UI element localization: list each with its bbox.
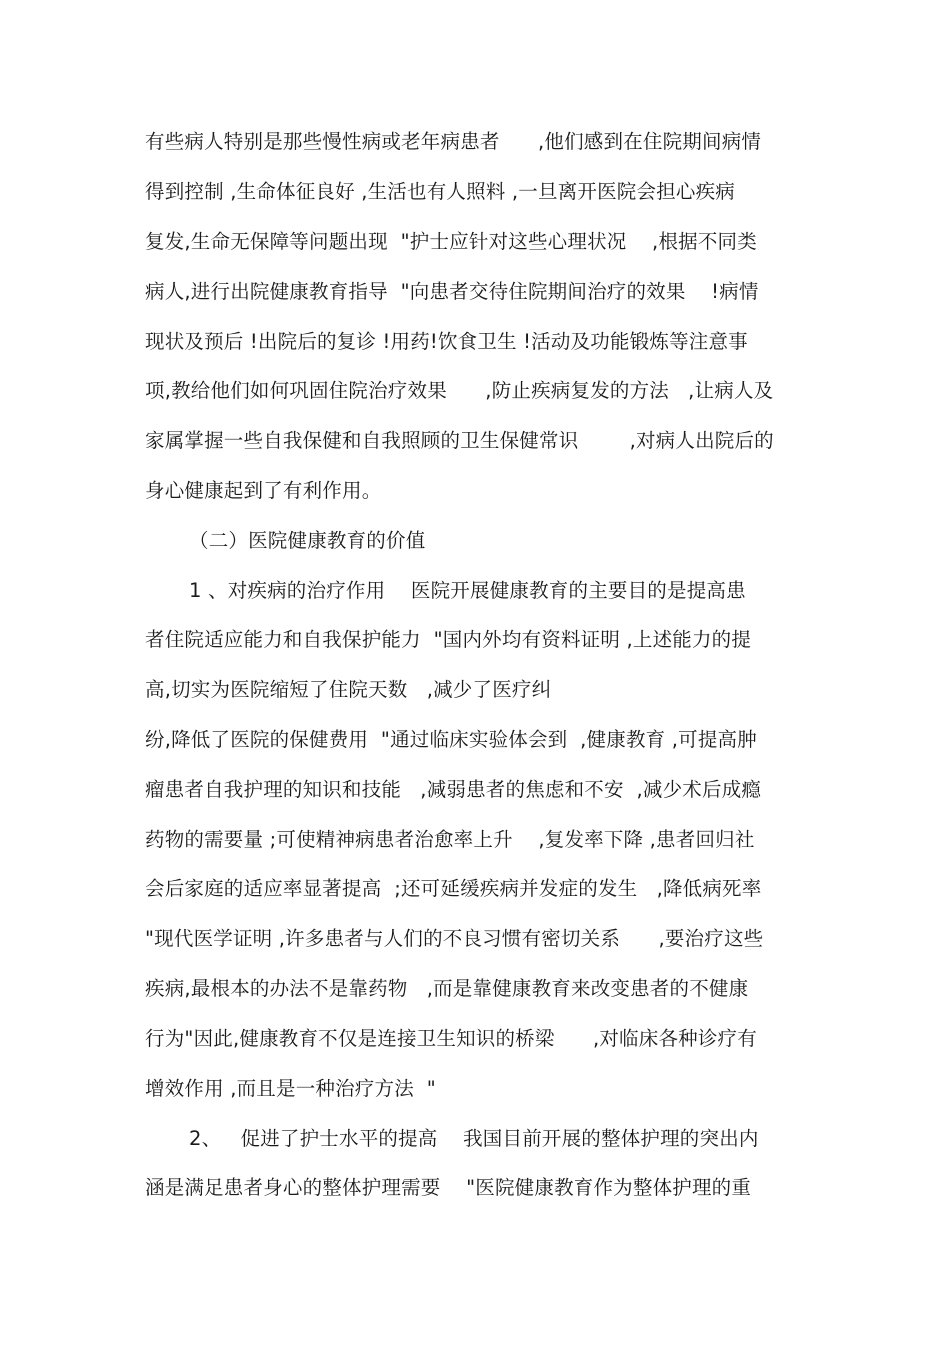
body-line: 行为"因此,健康教育不仅是连接卫生知识的桥梁 ,对临床各种诊疗有 xyxy=(145,1027,757,1050)
body-line: 会后家庭的适应率显著提高 ;还可延缓疾病并发症的发生 ,降低病死率 xyxy=(145,877,762,900)
body-line: 项,教给他们如何巩固住院治疗效果 ,防止疾病复发的方法 ,让病人及 xyxy=(145,379,774,402)
body-line: 现状及预后 !出院后的复诊 !用药!饮食卫生 !活动及功能锻炼等注意事 xyxy=(145,330,748,353)
body-line: 者住院适应能力和自我保护能力 "国内外均有资料证明 ,上述能力的提 xyxy=(145,628,752,651)
body-line: 涵是满足患者身心的整体护理需要 "医院健康教育作为整体护理的重 xyxy=(145,1176,752,1199)
body-line: 得到控制 ,生命体征良好 ,生活也有人照料 ,一旦离开医院会担心疾病 xyxy=(145,180,735,203)
section-heading: （二）医院健康教育的价值 xyxy=(189,529,426,552)
body-line: 疾病,最根本的办法不是靠药物 ,而是靠健康教育来改变患者的不健康 xyxy=(145,977,749,1000)
body-line: 瘤患者自我护理的知识和技能 ,减弱患者的焦虑和不安 ,减少术后成瘾 xyxy=(145,778,762,801)
body-line: 有些病人特别是那些慢性病或老年病患者 ,他们感到在住院期间病情 xyxy=(145,130,762,153)
body-line: 纷,降低了医院的保健费用 "通过临床实验体会到 ,健康教育 ,可提高肿 xyxy=(145,728,757,751)
body-line: 高,切实为医院缩短了住院天数 ,减少了医疗纠 xyxy=(145,678,552,701)
body-line: 家属掌握一些自我保健和自我照顾的卫生保健常识 ,对病人出院后的 xyxy=(145,429,774,452)
body-line: 身心健康起到了有利作用。 xyxy=(145,479,382,502)
body-line: 药物的需要量 ;可使精神病患者治愈率上升 ,复发率下降 ,患者回归社 xyxy=(145,828,755,851)
body-line: 2、 促进了护士水平的提高 我国目前开展的整体护理的突出内 xyxy=(189,1127,759,1150)
body-line: "现代医学证明 ,许多患者与人们的不良习惯有密切关系 ,要治疗这些 xyxy=(145,927,764,950)
body-line: 1 、对疾病的治疗作用 医院开展健康教育的主要目的是提高患 xyxy=(189,579,746,602)
body-line: 病人,进行出院健康教育指导 "向患者交待住院期间治疗的效果 !病情 xyxy=(145,280,759,303)
body-line: 增效作用 ,而且是一种治疗方法 " xyxy=(145,1077,436,1100)
body-line: 复发,生命无保障等问题出现 "护士应针对这些心理状况 ,根据不同类 xyxy=(145,230,757,253)
